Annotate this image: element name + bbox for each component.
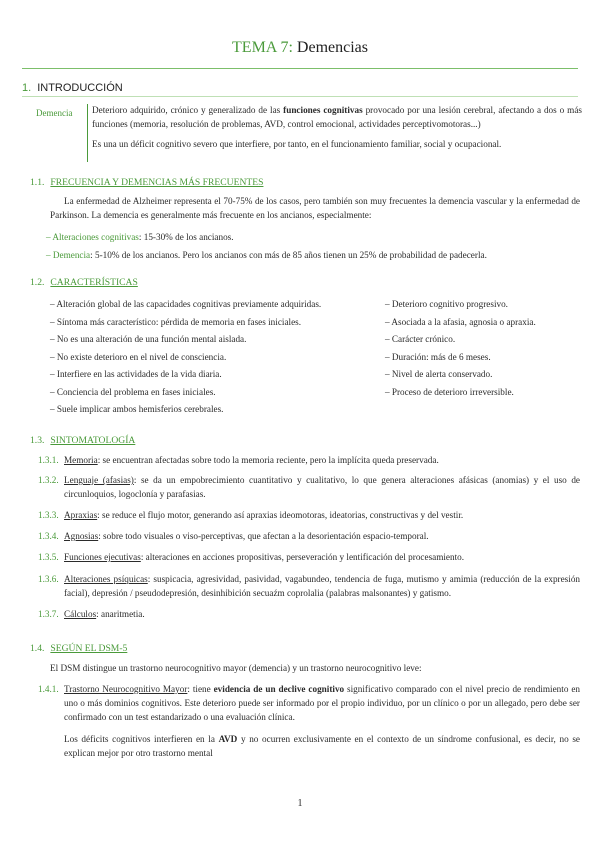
section-divider xyxy=(22,96,578,97)
list-item: – Alteraciones cognitivas: 15-30% de los ancianos. xyxy=(46,232,234,242)
subsection-heading-frecuencia: 1.1. FRECUENCIA Y DEMENCIAS MÁS FRECUENTES xyxy=(30,177,264,188)
characteristics-list xyxy=(50,296,580,419)
list-item: – Duración: más de 6 meses. xyxy=(385,349,536,367)
definition-text xyxy=(92,104,582,157)
list-item: – Suele implicar ambos hemisferios cerebrales. xyxy=(50,401,385,419)
page-number: 1 xyxy=(297,798,303,809)
title-text: Demencias xyxy=(296,39,368,56)
section-title: INTRODUCCIÓN xyxy=(37,82,123,94)
dsm-item: 1.4.1. Trastorno Neurocognitivo Mayor: tiene evidencia de un declive cognitivo significativo comparado con el nivel precio de rendimiento en uno o más dominios cognitivos. Este deterioro puede ser informado por el propio individuo, por un clínico o por un allegado, pero debe ser confirmado con un test estandarizado o una evaluación clínica. xyxy=(38,684,580,722)
definition-paragraph: Deterioro adquirido, crónico y generalizado de las funciones cognitivas provocado por una lesión cerebral, afectando a dos o más funciones (memoria, resolución de problemas, AVD, control emocional, actividades perceptivomotoras...) xyxy=(92,105,582,129)
symptom-item: 1.3.7. Cálculos: anaritmetia. xyxy=(38,609,145,619)
list-item: – Interfiere en las actividades de la vida diaria. xyxy=(50,366,385,384)
characteristics-right-column xyxy=(385,296,536,419)
list-item: – Carácter crónico. xyxy=(385,331,536,349)
symptom-item: 1.3.2. Lenguaje (afasias): se da un empobrecimiento cuantitativo y cualitativo, lo que genera alteraciones afásicas (anomias) y el uso de circunloquios, logoclonía y parafasias. xyxy=(38,475,580,499)
symptom-item: 1.3.5. Funciones ejecutivas: alteraciones en acciones propositivas, perseveración y lentificación del procesamiento. xyxy=(38,552,465,562)
section-number: 1. xyxy=(22,82,32,94)
list-item: – Síntoma más característico: pérdida de memoria en fases iniciales. xyxy=(50,314,385,332)
list-item: – Nivel de alerta conservado. xyxy=(385,366,536,384)
dsm-intro: El DSM distingue un trastorno neurocognitivo mayor (demencia) y un trastorno neurocognitivo leve: xyxy=(50,663,422,673)
list-item: – Deterioro cognitivo progresivo. xyxy=(385,296,536,314)
subsection-heading-caracteristicas: 1.2. CARACTERÍSTICAS xyxy=(30,277,138,288)
symptom-item: 1.3.1. Memoria: se encuentran afectadas sobre todo la memoria reciente, pero la implícita queda preservada. xyxy=(38,455,439,465)
section-heading-introduccion xyxy=(22,80,123,97)
title-number: TEMA 7: xyxy=(232,39,293,56)
symptom-item: 1.3.3. Apraxias: se reduce el flujo motor, generando así apraxias ideomotoras, ideatorias, constructivas y del vestir. xyxy=(38,510,464,520)
subsection-heading-dsm5: 1.4. SEGÚN EL DSM-5 xyxy=(30,643,128,654)
symptom-item: 1.3.6. Alteraciones psíquicas: suspicacia, agresividad, pasividad, vagabundeo, tendencia de fuga, mutismo y amimia (reducción de la expresión facial), depresión / pseudodepresión, desinhibición secuaźm coprolalia (palabras malsonantes) y gatismo. xyxy=(38,574,581,598)
characteristics-left-column xyxy=(50,296,385,419)
subsection-heading-sintomatologia: 1.3. SINTOMATOLOGÍA xyxy=(30,435,136,446)
list-item: – No es una alteración de una función mental aislada. xyxy=(50,331,385,349)
list-item: – No existe deterioro en el nivel de consciencia. xyxy=(50,349,385,367)
frecuencia-paragraph: La enfermedad de Alzheimer representa el 70-75% de los casos, pero también son muy frecuentes la demencia vascular y la enfermedad de Parkinson. La demencia es generalmente más frecuente en los ancianos, especialmente: xyxy=(50,196,580,220)
definition-paragraph: Es una un déficit cognitivo severo que interfiere, por tanto, en el funcionamiento familiar, social y ocupacional. xyxy=(92,138,502,149)
definition-bar xyxy=(87,104,88,162)
list-item: – Demencia: 5-10% de los ancianos. Pero los ancianos con más de 85 años tienen un 25% de probabilidad de padecerla. xyxy=(46,250,487,260)
dsm-paragraph: Los déficits cognitivos interfieren en la AVD y no ocurren exclusivamente en el contexto de un síndrome confusional, es decir, no se explican mejor por otro trastorno mental xyxy=(64,734,580,758)
definition-term: Demencia xyxy=(36,108,73,118)
list-item: – Alteración global de las capacidades cognitivas previamente adquiridas. xyxy=(50,296,385,314)
list-item: – Proceso de deterioro irreversible. xyxy=(385,384,536,402)
page-title xyxy=(0,36,600,60)
symptom-item: 1.3.4. Agnosias: sobre todo visuales o viso-perceptivas, que afectan a la desorientación espacio-temporal. xyxy=(38,531,429,541)
list-item: – Conciencia del problema en fases iniciales. xyxy=(50,384,385,402)
list-item: – Asociada a la afasia, agnosia o apraxia. xyxy=(385,314,536,332)
title-divider xyxy=(22,68,578,69)
